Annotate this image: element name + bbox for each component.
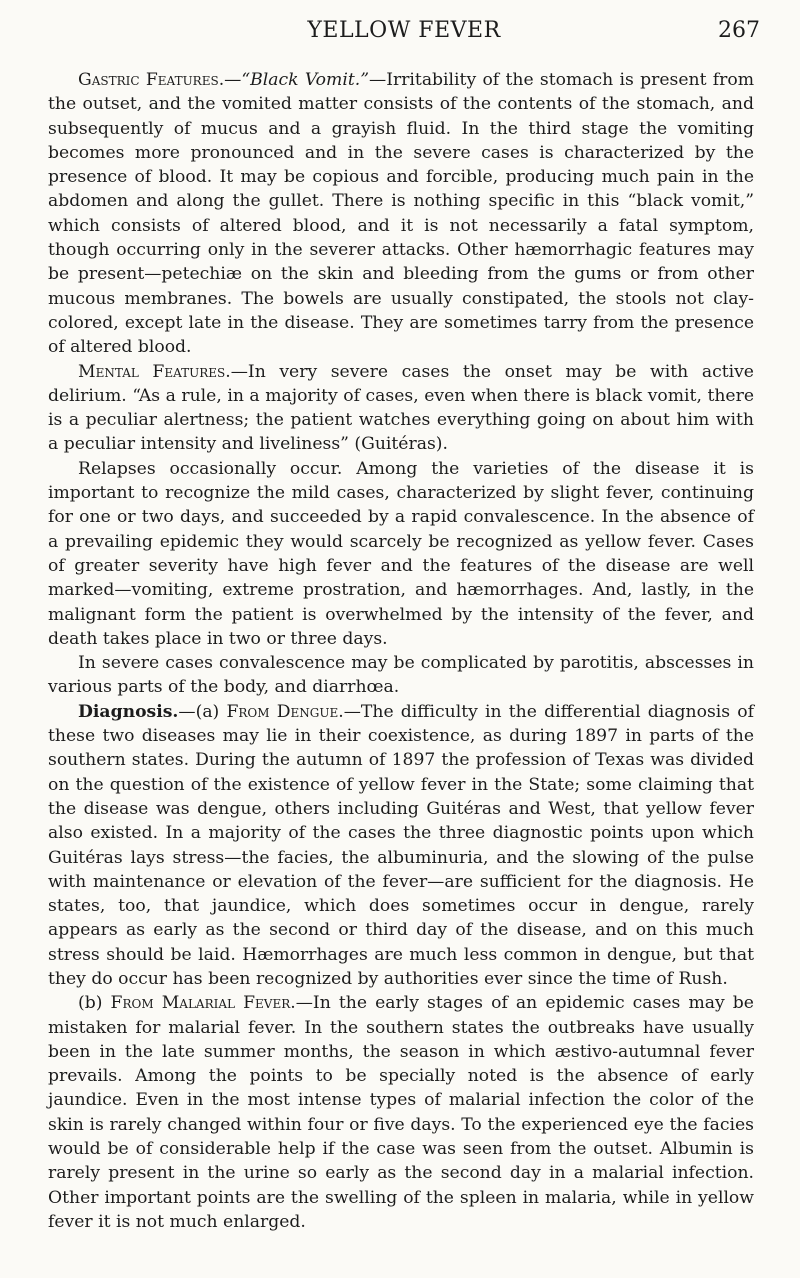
running-head: YELLOW FEVER (307, 18, 501, 43)
page-header (48, 14, 760, 48)
subsection-title: “Black Vomit.” (241, 70, 369, 90)
paragraph-text: —In the early stages of an epidemic cases may be mistaken for malarial fever. In the southern states the outbreaks have usually been in the late summer months, the season in which æstivo-autumnal fever prevails. Among the points to be specially noted is the absence of early jaundice. Even in the most intense types of malarial infection the color of the skin is rarely changed within four or five days. To the experienced eye the facies would be of considerable help if the case was seen from the outset. Albumin is rarely present in the urine so early as the second day in a malarial infection. Other important points are the swelling of the spleen in malaria, while in yellow fever it is not much enlarged. (48, 993, 754, 1232)
paragraph-diagnosis (48, 700, 754, 992)
paragraph-malarial-fever (48, 991, 754, 1234)
paragraph-text: —The difficulty in the differential diagnosis of these two diseases may lie in their coexistence, as during 1897 in parts of the southern states. During the autumn of 1897 the profession of Texas was divided on the question of the existence of yellow fever in the State; some claiming that the disease was dengue, others including Guitéras and West, that yellow fever also existed. In a majority of the cases the three diagnostic points upon which Guitéras lays stress—the facies, the albuminuria, and the slowing of the pulse with maintenance or elevation of the fever—are sufficient for the diagnosis. He states, too, that jaundice, which does sometimes occur in dengue, rarely appears as early as the second or third day of the disease, and on this much stress should be laid. Hæmorrhages are much less common in dengue, but that they do occur has been recognized by authorities ever since the time of Rush. (48, 701, 755, 989)
paragraph-convalescence: In severe cases convalescence may be complicated by parotitis, abscesses in various parts of the body, and diarrhœa. (48, 653, 754, 698)
paragraph-text: —Irritability of the stomach is present from the outset, and the vomited matter consists of the contents of the stomach, and subsequently of mucus and a grayish fluid. In the third stage the vomiting becomes more pronounced and in the severe cases is characterized by the presence of blood. It may be copious and forcible, producing much pain in the abdomen and along the gullet. There is nothing specific in this “black vomit,” which consists of altered blood, and it is not necessarily a fatal symptom, though occurring only in the severer attacks. Other hæmorrhagic features may be present—petechiæ on the skin and bleeding from the gums or from other mucous membranes. The bowels are usually constipated, the stools not clay-colored, except late in the disease. They are sometimes tarry from the presence of altered blood. (48, 70, 754, 358)
item-label: (b) (78, 993, 111, 1014)
subsection-heading: From Dengue. (226, 701, 344, 722)
paragraph-gastric-features (48, 68, 754, 360)
page-number: 267 (718, 18, 760, 43)
section-heading: Gastric Features. (78, 70, 225, 90)
paragraph-mental-features (48, 360, 754, 457)
dash: — (224, 70, 242, 90)
subsection-heading: From Malarial Fever. (110, 993, 296, 1014)
section-heading: Diagnosis. (78, 701, 179, 722)
paragraph-text: —In very severe cases the onset may be with active delirium. “As a rule, in a majority of cases, even when there is black vomit, there is a peculiar alertness; the patient watches everything going on about him with a peculiar intensity and liveliness” (Guitéras). (48, 361, 754, 455)
section-heading: Mental Features. (78, 361, 231, 382)
paragraph-relapses: Relapses occasionally occur. Among the varieties of the disease it is important to recognize the mild cases, characterized by slight fever, continuing for one or two days, and succeeded by a rapid convalescence. In the absence of a prevailing epidemic they would scarcely be recognized as yellow fever. Cases of greater severity have high fever and the features of the disease are well marked—vomiting, extreme prostration, and hæmorrhages. And, lastly, in the malignant form the patient is overwhelmed by the intensity of the fever, and death takes place in two or three days. (48, 458, 754, 649)
item-label: —(a) (178, 701, 227, 722)
body-text (48, 68, 754, 1234)
